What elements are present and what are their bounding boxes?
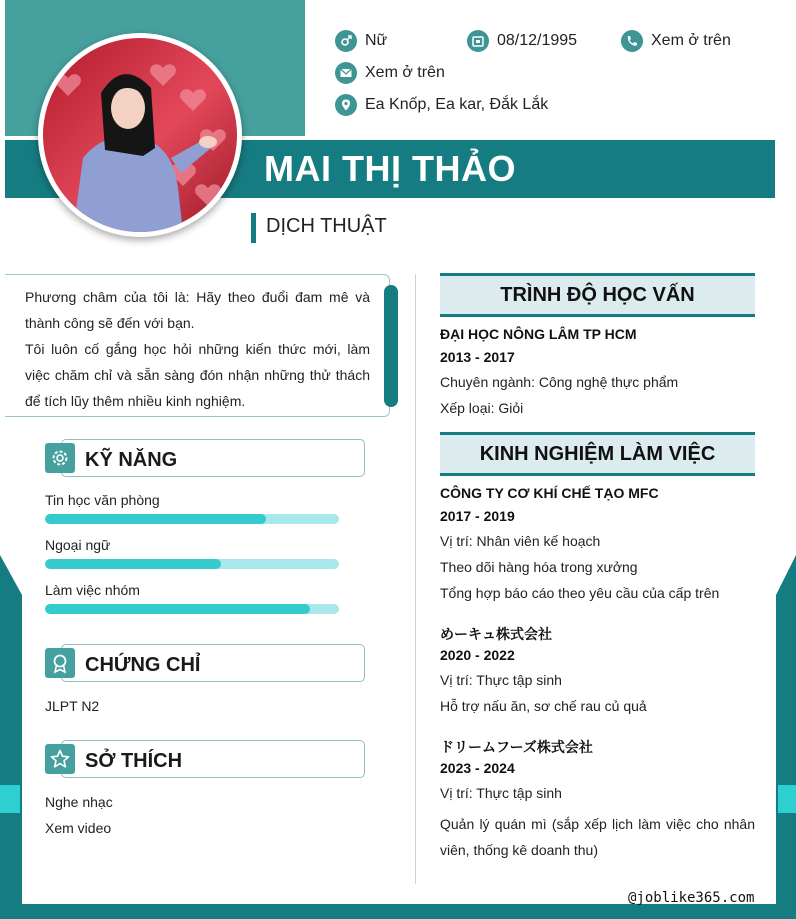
column-divider <box>415 274 416 884</box>
certificate-item: JLPT N2 <box>45 698 100 714</box>
skill-bar-fill <box>45 559 221 569</box>
job-title: DỊCH THUẬT <box>266 215 387 237</box>
profile-photo <box>38 33 242 237</box>
job-detail: Theo dõi hàng hóa trong xưởng <box>440 559 638 575</box>
photo-image <box>43 38 237 232</box>
skill-label: Tin học văn phòng <box>45 492 160 508</box>
gender-icon <box>335 30 357 52</box>
education-school: ĐẠI HỌC NÔNG LÂM TP HCM <box>440 326 637 342</box>
education-period: 2013 - 2017 <box>440 349 515 365</box>
skill-label: Ngoại ngữ <box>45 537 111 553</box>
summary-line-2: Tôi luôn cố gắng học hỏi những kiến thức mới, làm việc chăm chỉ và sẵn sàng đón nhận những thử thách để tích lũy thêm nhiều kinh nghiệm. <box>25 341 370 409</box>
birthdate-value: 08/12/1995 <box>497 32 578 49</box>
experience-header: KINH NGHIỆM LÀM VIỆC <box>440 432 755 476</box>
phone-value: Xem ở trên <box>651 32 731 49</box>
left-decor-band <box>0 555 22 919</box>
gender-value: Nữ <box>365 32 388 49</box>
hobby-item: Xem video <box>45 820 112 836</box>
certificates-title: CHỨNG CHỈ <box>85 654 201 676</box>
job-title-accent <box>251 213 256 243</box>
education-header: TRÌNH ĐỘ HỌC VẤN <box>440 273 755 317</box>
job-company: CÔNG TY CƠ KHÍ CHẾ TẠO MFC <box>440 485 659 501</box>
job-detail: Vị trí: Thực tập sinh <box>440 672 562 688</box>
location-pin-icon <box>335 94 357 116</box>
job-period: 2020 - 2022 <box>440 647 515 663</box>
hobbies-title: SỞ THÍCH <box>85 750 183 772</box>
job-period: 2023 - 2024 <box>440 760 515 776</box>
job-detail: Vị trí: Thực tập sinh <box>440 785 562 801</box>
gear-icon <box>45 443 75 473</box>
summary-text <box>25 284 370 414</box>
right-cyan-accent <box>778 785 796 813</box>
email-row <box>335 59 445 87</box>
skill-bar-fill <box>45 604 310 614</box>
education-grade: Xếp loại: Giỏi <box>440 400 524 416</box>
skill-bar <box>45 604 339 614</box>
envelope-icon <box>335 62 357 84</box>
job-period: 2017 - 2019 <box>440 508 515 524</box>
birthdate-row <box>467 27 577 55</box>
hobby-item: Nghe nhạc <box>45 794 113 810</box>
phone-row <box>621 27 731 55</box>
skill-bar-fill <box>45 514 266 524</box>
skills-title: KỸ NĂNG <box>85 449 178 471</box>
job-company: めーキュ株式会社 <box>440 626 552 642</box>
job-detail: Quản lý quán mì (sắp xếp lịch làm việc cho nhân viên, thống kê doanh thu) <box>440 816 755 858</box>
summary-line-1: Phương châm của tôi là: Hãy theo đuổi đam mê và thành công sẽ đến với bạn. <box>25 289 370 331</box>
bottom-band <box>0 904 796 919</box>
job-detail: Vị trí: Nhân viên kế hoạch <box>440 533 601 549</box>
phone-icon <box>621 30 643 52</box>
award-ribbon-icon <box>45 648 75 678</box>
job-detail: Tổng hợp báo cáo theo yêu cầu của cấp trên <box>440 585 720 601</box>
calendar-icon <box>467 30 489 52</box>
address-value: Ea Knốp, Ea kar, Đắk Lắk <box>365 96 549 113</box>
email-value: Xem ở trên <box>365 64 445 81</box>
person-illustration-icon <box>43 38 237 232</box>
job-detail: Hỗ trợ nấu ăn, sơ chế rau củ quả <box>440 698 647 714</box>
star-icon <box>45 744 75 774</box>
summary-tab-decor <box>384 285 398 407</box>
skill-label: Làm việc nhóm <box>45 582 140 598</box>
skill-bar <box>45 559 339 569</box>
education-major: Chuyên ngành: Công nghệ thực phẩm <box>440 374 679 390</box>
job-company: ドリームフーズ株式会社 <box>440 739 593 755</box>
right-decor-band <box>776 555 796 919</box>
left-cyan-accent <box>0 785 20 813</box>
gender-row <box>335 27 387 55</box>
watermark: @joblike365.com <box>628 890 755 906</box>
candidate-name: MAI THỊ THẢO <box>264 148 516 189</box>
skill-bar <box>45 514 339 524</box>
address-row <box>335 91 548 119</box>
